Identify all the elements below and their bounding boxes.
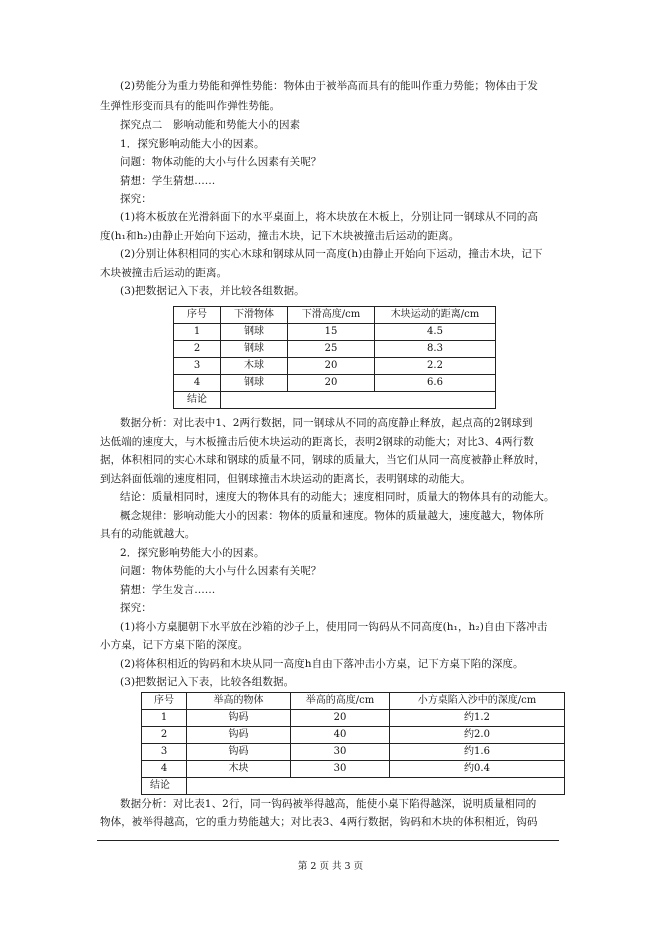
table-header-row	[142, 693, 565, 710]
table-row	[142, 761, 565, 778]
sec2-step: (2)将体积相近的钩码和木块从同一高度h自由下落冲击小方桌，记下方桌下陷的深度。	[120, 658, 524, 670]
table-header-cell: 下滑高度/cm	[288, 307, 375, 324]
table-cell: 钢球	[221, 375, 288, 392]
sec1-explore: 探究：	[120, 193, 152, 205]
table-cell: 8.3	[375, 341, 496, 358]
table-conclusion-cell	[187, 778, 565, 795]
para-line: (2)势能分为重力势能和弹性势能：物体由于被举高而具有的能叫作重力势能；物体由于发	[120, 80, 538, 92]
table-row	[142, 710, 565, 727]
sec1-heading: 1．探究影响动能大小的因素。	[120, 138, 265, 150]
table-cell: 结论	[174, 392, 221, 409]
analysis-line: 数据分析：对比表中1、2两行数据，同一钢球从不同的高度静止释放，起点高的2钢球到	[120, 417, 533, 429]
sec2-question: 问题：物体势能的大小与什么因素有关呢？	[120, 565, 322, 577]
para-line: 生弹性形变而具有的能叫作弹性势能。	[100, 100, 281, 112]
table-conclusion-row	[142, 778, 565, 795]
sec1-step: 木块被撞击后运动的距离。	[100, 267, 228, 279]
table-row	[174, 375, 496, 392]
sec2-step: (3)把数据记入下表，比较各组数据。	[120, 676, 295, 688]
table-cell: 钩码	[187, 744, 291, 761]
page-number: 第 2 页 共 3 页	[297, 861, 364, 872]
table-header-cell: 小方桌陷入沙中的深度/cm	[390, 693, 565, 710]
table-cell: 3	[142, 744, 187, 761]
table-cell: 3	[174, 358, 221, 375]
table-conclusion-cell	[221, 392, 496, 409]
law-line: 具有的动能就越大。	[100, 528, 196, 540]
sec1-question: 问题：物体动能的大小与什么因素有关呢？	[120, 156, 322, 168]
analysis-line: 物体，被举得越高，它的重力势能越大；对比表3、4两行数据，钩码和木块的体积相近，钩码	[100, 816, 538, 828]
table-header-cell: 木块运动的距离/cm	[375, 307, 496, 324]
sec2-explore: 探究：	[120, 602, 152, 614]
potential-data-table	[141, 692, 565, 795]
sec2-heading: 2．探究影响势能大小的因素。	[120, 547, 265, 559]
conclusion-line: 结论：质量相同时，速度大的物体具有的动能大；速度相同时，质量大的物体具有的动能大。	[120, 491, 555, 503]
table-row	[174, 358, 496, 375]
sec2-step: (1)将小方桌腿朝下水平放在沙箱的沙子上，使用同一钩码从不同高度(h₁，h₂)自由下落冲击	[120, 621, 548, 633]
sec1-step: 度(h₁和h₂)由静止开始向下运动，撞击木块，记下木块被撞击后运动的距离。	[100, 230, 460, 242]
table-cell: 40	[291, 727, 390, 744]
sec2-guess: 猜想：学生发言……	[120, 584, 216, 596]
analysis-line: 数据分析：对比表1、2行，同一钩码被举得越高，能使小桌下陷得越深，说明质量相同的	[120, 798, 537, 810]
analysis-line: 达低端的速度大，与木板撞击后使木块运动的距离长，表明2钢球的动能大；对比3、4两行数	[100, 436, 534, 448]
analysis-line: 到达斜面低端的速度相同，但钢球撞击木块运动的距离长，表明钢球的动能大。	[100, 473, 471, 485]
table-cell: 4	[142, 761, 187, 778]
table-cell: 钢球	[221, 324, 288, 341]
sec1-step: (2)分别让体积相同的实心木球和钢球从同一高度(h)由静止开始向下运动，撞击木块，记下	[120, 248, 543, 260]
table-cell: 1	[174, 324, 221, 341]
table-header-cell: 举高的物体	[187, 693, 291, 710]
table-cell: 2	[174, 341, 221, 358]
table-cell: 2	[142, 727, 187, 744]
kinetic-data-table	[173, 306, 496, 409]
law-line: 概念规律：影响动能大小的因素：物体的质量和速度。物体的质量越大，速度越大，物体所	[120, 510, 544, 522]
table-cell: 4.5	[375, 324, 496, 341]
table-header-cell: 序号	[142, 693, 187, 710]
table-cell: 约0.4	[390, 761, 565, 778]
sec1-step: (1)将木板放在光滑斜面下的水平桌面上，将木块放在木板上，分别让同一钢球从不同的高	[120, 211, 538, 223]
table-cell: 20	[288, 358, 375, 375]
table-row	[174, 341, 496, 358]
section-title: 探究点二 影响动能和势能大小的因素	[120, 119, 301, 131]
sec2-step: 小方桌，记下方桌下陷的深度。	[100, 639, 249, 651]
table-cell: 6.6	[375, 375, 496, 392]
table-row	[142, 727, 565, 744]
table-header-cell: 序号	[174, 307, 221, 324]
table-cell: 30	[291, 744, 390, 761]
table-cell: 20	[288, 375, 375, 392]
table-cell: 1	[142, 710, 187, 727]
table-cell: 木块	[187, 761, 291, 778]
table-cell: 4	[174, 375, 221, 392]
sec1-step: (3)把数据记入下表，并比较各组数据。	[120, 285, 305, 297]
table-cell: 30	[291, 761, 390, 778]
table-cell: 2.2	[375, 358, 496, 375]
table-header-row	[174, 307, 496, 324]
table-cell: 约1.2	[390, 710, 565, 727]
table-header-cell: 下滑物体	[221, 307, 288, 324]
table-cell: 木球	[221, 358, 288, 375]
table-cell: 结论	[142, 778, 187, 795]
table-cell: 钩码	[187, 710, 291, 727]
footer-divider	[97, 840, 559, 841]
table-cell: 25	[288, 341, 375, 358]
table-cell: 约1.6	[390, 744, 565, 761]
sec1-guess: 猜想：学生猜想……	[120, 175, 216, 187]
table-cell: 15	[288, 324, 375, 341]
table-conclusion-row	[174, 392, 496, 409]
analysis-line: 据，体积相同的实心木球和钢球的质量不同，钢球的质量大，当它们从同一高度被静止释放时，	[100, 454, 546, 466]
table-cell: 约2.0	[390, 727, 565, 744]
table-header-cell: 举高的高度/cm	[291, 693, 390, 710]
table-cell: 钢球	[221, 341, 288, 358]
table-cell: 钩码	[187, 727, 291, 744]
table-row	[142, 744, 565, 761]
table-row	[174, 324, 496, 341]
table-cell: 20	[291, 710, 390, 727]
